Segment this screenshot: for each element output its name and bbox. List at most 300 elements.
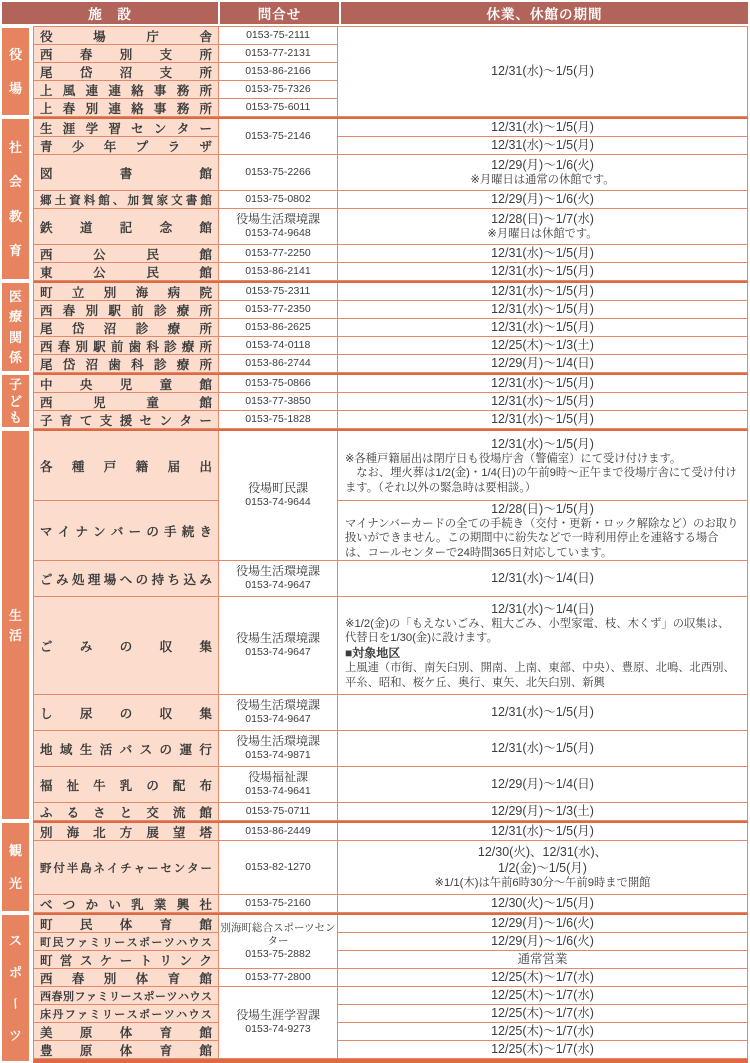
facility-name-char: 沼 — [119, 65, 133, 80]
contact-line: 0153-75-2266 — [245, 165, 311, 178]
closure-period-line: 12/25(木)～1/7(水) — [491, 1024, 594, 1039]
facility-name-char: 童 — [159, 377, 173, 392]
facility-name-char: 館 — [199, 247, 212, 262]
category-char: 育 — [8, 243, 22, 259]
facility-name-char: リ — [109, 990, 120, 1003]
contact-line: 役場生涯学習課 — [235, 1008, 320, 1023]
facility-name-text — [40, 301, 212, 319]
facility-name-char: る — [66, 805, 80, 820]
facility-name-char: 資 — [69, 194, 81, 207]
closure-period-line: 12/29(月)～1/6(火) — [491, 934, 594, 949]
contact-phone — [219, 411, 338, 429]
closure-period-line: 12/29(月)～1/3(土) — [491, 804, 594, 819]
facility-name-char: 町 — [40, 936, 51, 949]
facility-name-char: 公 — [93, 247, 106, 262]
facility-name-char: 方 — [119, 825, 133, 840]
facility-name-char: 春 — [71, 971, 85, 986]
facility-name-char: 育 — [159, 1025, 173, 1040]
facility-name-text — [40, 1006, 212, 1022]
facility-name-char: ポ — [139, 936, 150, 949]
section-table — [33, 373, 748, 429]
facility-name-char: み — [199, 572, 212, 587]
contact-phone — [219, 155, 338, 191]
facility-name-char: 所 — [199, 83, 212, 98]
facility-name-char: 岱 — [62, 357, 76, 372]
facility-name-char: 病 — [167, 285, 181, 300]
closure-period-line: 12/31(水)～1/5(月) — [491, 412, 594, 427]
facility-name — [34, 803, 219, 821]
facility-name-char: ラ — [167, 139, 181, 154]
contact-line: 別海町総合スポーツセンター — [220, 921, 336, 947]
facility-name-char: 立 — [71, 285, 85, 300]
contact-line: 0153-82-1270 — [245, 860, 311, 873]
facility-name — [34, 155, 219, 191]
facility-name-text — [40, 915, 212, 933]
facility-name-char: 西 — [40, 247, 53, 262]
facility-name-char: ミ — [89, 1008, 101, 1021]
category-char: 役 — [8, 47, 22, 63]
closure-period — [338, 841, 748, 895]
facility-name-char: ー — [119, 953, 133, 968]
facility-name-char: ァ — [86, 990, 97, 1003]
facility-name-char: 東 — [40, 265, 53, 280]
closure-period-line: 12/31(水)～1/4(日) — [491, 601, 594, 616]
facility-name-char: 尿 — [79, 706, 93, 721]
facility-name-text — [40, 218, 212, 236]
closure-period-line: 通常営業 — [517, 952, 568, 967]
facility-name-text — [40, 934, 212, 950]
contact-phone — [219, 823, 338, 841]
facility-name-char: 中 — [40, 377, 53, 392]
closure-period-line: 12/29(月)～1/4(日) — [491, 777, 594, 792]
contact-line: 0153-74-0118 — [245, 338, 311, 351]
facility-name-char: バ — [119, 742, 133, 757]
header-facility: 施 設 — [2, 2, 218, 24]
facility-name-char: み — [79, 639, 93, 654]
facility-name-char: ふ — [40, 805, 53, 820]
contact-line: 役場生活環境課 — [235, 212, 320, 227]
facility-name-char: 春 — [57, 339, 71, 354]
closure-period-line: 12/29(月)～1/4(日) — [491, 356, 594, 371]
facility-name-char: ー — [151, 1008, 163, 1021]
closure-period-line: 12/31(水)～1/5(月) — [491, 246, 594, 261]
facility-name-char: 地 — [40, 742, 53, 757]
facility-name-char: 館 — [199, 166, 212, 181]
facility-name-char: と — [119, 805, 133, 820]
contact-line: 0153-86-2449 — [245, 824, 311, 837]
category-char: 観 — [8, 842, 22, 858]
facility-name-text — [40, 319, 212, 337]
contact-phone — [219, 431, 338, 561]
closure-period — [338, 319, 748, 337]
facility-name-char: べ — [40, 897, 53, 912]
facility-name — [34, 337, 219, 355]
facility-name-text — [40, 137, 212, 155]
facility-name-char: ー — [120, 990, 132, 1003]
facility-name — [34, 951, 219, 969]
facility-name-char: 体 — [119, 917, 133, 932]
facility-name-text — [40, 263, 212, 281]
facility-name-char: さ — [93, 805, 106, 820]
facility-name-char: 児 — [93, 395, 106, 410]
facility-name-char: 事 — [153, 83, 167, 98]
facility-name-char: ミ — [97, 990, 109, 1003]
facility-name-text — [40, 988, 212, 1004]
facility-name-char: 海 — [135, 285, 149, 300]
facility-name-char: 事 — [153, 101, 167, 116]
facility-name-char: 育 — [159, 917, 173, 932]
closure-period — [338, 597, 748, 695]
facility-name-char: つ — [62, 897, 76, 912]
category-char: ス — [8, 932, 22, 948]
facility-name-char: ケ — [99, 953, 113, 968]
facility-name-char: き — [199, 524, 212, 539]
facility-name-char: 豊 — [40, 1043, 53, 1058]
facility-name-char: 沼 — [85, 357, 99, 372]
closure-period — [338, 375, 748, 393]
contact-line: 0153-75-2311 — [245, 284, 311, 297]
facility-name-char: 援 — [119, 413, 133, 428]
facility-name-char: 別 — [103, 971, 117, 986]
facility-name-char: 上 — [40, 83, 53, 98]
facility-name-char: 西 — [40, 395, 53, 410]
facility-name — [34, 63, 219, 81]
facility-name-char: 戸 — [103, 459, 117, 474]
closure-period-line: 12/31(水)～1/5(月) — [491, 376, 594, 391]
facility-name-char: ナ — [75, 524, 88, 539]
facility-name-char: 料 — [83, 194, 96, 207]
section-row — [2, 117, 748, 281]
facility-name-char: 診 — [135, 321, 149, 336]
section-row — [2, 281, 748, 373]
closure-period-line: 12/29(月)～1/6(火) — [491, 916, 594, 931]
facility-name-char: 、 — [112, 194, 125, 207]
facility-name — [34, 731, 219, 767]
facility-name-text — [40, 283, 212, 301]
contact-phone — [219, 319, 338, 337]
facility-name-char: 出 — [199, 459, 212, 474]
closure-period-line: 12/31(水)～1/5(月) — [491, 302, 594, 317]
facility-name-char: 沼 — [103, 321, 117, 336]
facility-name — [34, 841, 219, 895]
facility-name-char: 育 — [167, 971, 181, 986]
facility-name-text — [40, 81, 212, 99]
facility-name-char: 集 — [199, 706, 212, 721]
facility-name — [34, 561, 219, 597]
contact-phone — [219, 841, 338, 895]
facility-name-char: 書 — [185, 194, 198, 207]
closure-period-line: ※各種戸籍届出は閉庁日も役場庁舎（警備室）にて受け付けます。 — [345, 452, 682, 465]
facility-name-char: ン — [173, 862, 186, 875]
facility-name-char: 療 — [176, 303, 190, 318]
facility-name-char: イ — [57, 524, 71, 539]
facility-name — [34, 191, 219, 209]
contact-line: 役場福祉課 — [247, 770, 308, 785]
facility-name-char: ン — [159, 413, 173, 428]
contact-phone — [219, 987, 338, 1059]
facility-name-char: プ — [135, 139, 149, 154]
category-label — [2, 119, 29, 279]
contact-phone — [219, 119, 338, 155]
facility-name-char: 科 — [131, 357, 144, 372]
contact-phone — [219, 27, 338, 45]
facility-name-char: イ — [106, 862, 119, 875]
facility-name-char: 町 — [40, 917, 53, 932]
facility-name-char: ク — [199, 953, 212, 968]
facility-name-char: 館 — [199, 971, 212, 986]
contact-line: 0153-75-0802 — [245, 192, 311, 205]
facility-name-char: 行 — [199, 742, 212, 757]
header-contact: 問合せ — [220, 2, 339, 24]
facility-name-char: 手 — [164, 524, 177, 539]
facility-name-char: ー — [114, 936, 126, 949]
facility-name-text — [40, 1023, 212, 1041]
closure-period-line: 12/25(木)～1/7(水) — [491, 1006, 594, 1021]
facility-name-char: 乳 — [119, 778, 133, 793]
closure-period — [338, 431, 748, 501]
facility-name-char: 館 — [199, 805, 212, 820]
facility-name-char: ミ — [89, 936, 101, 949]
facility-name-char: 西 — [40, 971, 53, 986]
closure-period-line: 12/31(水)～1/5(月) — [491, 394, 594, 409]
facility-name-char: 図 — [40, 166, 53, 181]
category-char: 教 — [8, 208, 22, 224]
facility-name-char: 郷 — [40, 194, 52, 207]
facility-name-char: ウ — [189, 990, 201, 1003]
facility-name-char: 別 — [63, 990, 74, 1003]
facility-name — [34, 375, 219, 393]
facility-name-char: ハ — [176, 936, 188, 949]
facility-name-text — [40, 951, 212, 969]
facility-name-char: 館 — [199, 377, 212, 392]
facility-name-char: 生 — [79, 742, 93, 757]
section-table — [33, 281, 748, 373]
facility-name-char: の — [135, 572, 149, 587]
closure-period-line: 12/29(月)～1/6(火) — [491, 192, 594, 207]
closure-period-line: 12/28(日)～1/7(水) — [491, 212, 594, 227]
facility-name-char: 館 — [199, 265, 212, 280]
facility-name-char: ご — [40, 572, 53, 587]
contact-phone — [219, 393, 338, 411]
facility-name-char: 連 — [85, 83, 99, 98]
facility-name-char: 各 — [40, 459, 53, 474]
closure-period — [338, 987, 748, 1005]
facility-name-char: 院 — [199, 285, 212, 300]
facility-name-char: 布 — [199, 778, 212, 793]
facility-name-char: ウ — [188, 1008, 200, 1021]
facility-name-text — [40, 522, 212, 540]
closure-period-line: 12/31(水)～1/5(月) — [491, 138, 594, 153]
category-char: 子 — [8, 377, 22, 393]
facility-name-text — [40, 776, 212, 794]
facility-name-char: 歯 — [108, 357, 121, 372]
facility-name-char: 処 — [71, 572, 85, 587]
table-header-row — [2, 2, 748, 24]
category-char: 生 — [8, 607, 22, 623]
contact-phone — [219, 969, 338, 987]
facility-name — [34, 501, 219, 561]
facility-name — [34, 1005, 219, 1023]
facility-name-char: 児 — [119, 377, 133, 392]
closure-period — [338, 137, 748, 155]
facility-name-char: 務 — [176, 101, 190, 116]
closure-period — [338, 119, 748, 137]
facility-name-char: 念 — [159, 220, 173, 235]
facility-name — [34, 411, 219, 429]
facility-name-char: 務 — [176, 83, 190, 98]
closure-period-line: 12/31(水)～1/5(月) — [491, 264, 594, 279]
facility-name-char: 体 — [135, 971, 149, 986]
facility-name-char: 美 — [40, 1025, 53, 1040]
contact-line: 0153-75-6011 — [245, 100, 311, 113]
facility-name-char: 館 — [199, 220, 212, 235]
facility-name-char: 民 — [52, 936, 64, 949]
facility-name-char: ー — [114, 1008, 126, 1021]
closure-period-line: 12/31(水)～1/5(月) — [491, 436, 594, 451]
facility-name-text — [40, 740, 212, 758]
facility-name — [34, 767, 219, 803]
facility-name-char: 役 — [40, 29, 53, 44]
facility-name-char: 営 — [59, 953, 73, 968]
facility-name — [34, 1023, 219, 1041]
facility-name-char: 春 — [62, 101, 76, 116]
category-label — [2, 375, 29, 427]
contact-phone — [219, 915, 338, 969]
facility-name-char: 別 — [85, 101, 99, 116]
contact-phone — [219, 561, 338, 597]
facility-name-char: ハ — [178, 990, 189, 1003]
facility-name-char: ン — [153, 121, 167, 136]
contact-line: 0153-74-9644 — [245, 496, 311, 509]
contact-line: 0153-77-2800 — [245, 970, 311, 983]
contact-phone — [219, 99, 338, 117]
closure-period-line: ※1/1(木)は午前6時30分～午前9時まで開館 — [434, 877, 651, 890]
facility-name-char: 牛 — [93, 778, 106, 793]
facility-name-char: ン — [93, 524, 106, 539]
category-char: ポ — [8, 964, 22, 980]
facility-name-char: フ — [74, 990, 86, 1003]
facility-name-text — [40, 27, 212, 45]
facility-name-text — [40, 375, 212, 393]
facility-name-char: ス — [126, 936, 138, 949]
facility-name-char: 生 — [40, 121, 53, 136]
facility-name — [34, 45, 219, 63]
closure-table-body — [2, 26, 748, 1063]
facility-name-text — [40, 823, 212, 841]
closure-period — [338, 803, 748, 821]
facility-name-char: ツ — [166, 990, 178, 1003]
facility-name-char: ス — [201, 990, 212, 1003]
facility-name-char: マ — [40, 524, 53, 539]
facility-name — [34, 301, 219, 319]
facility-name-char: 青 — [40, 139, 53, 154]
closure-period-line: 12/25(木)～1/7(水) — [491, 988, 594, 1003]
contact-phone — [219, 191, 338, 209]
contact-line: 0153-86-2166 — [245, 64, 311, 77]
closure-period-line: 12/28(日)～1/5(月) — [491, 501, 594, 516]
facility-name-char: 興 — [176, 897, 190, 912]
facility-name-char: 業 — [153, 897, 167, 912]
facility-name-char: 春 — [79, 47, 93, 62]
facility-name-char: セ — [131, 121, 144, 136]
contact-phone — [219, 63, 338, 81]
facility-name-char: 庁 — [146, 29, 159, 44]
contact-phone — [219, 337, 338, 355]
contact-line: 0153-75-0866 — [245, 376, 311, 389]
contact-line: 0153-77-3850 — [245, 394, 311, 407]
facility-name-char: 別 — [103, 285, 117, 300]
facility-name-text — [40, 99, 212, 117]
closure-period-line: なお、埋火葬は1/2(金)・1/4(日)の午前9時～正午まで役場庁舎にて受け付けます。（それ以外の緊急時は要相談。） — [345, 467, 737, 494]
facility-name-char: 持 — [151, 572, 165, 587]
facility-name-char: 床 — [40, 1008, 51, 1021]
facility-name-char: ポ — [139, 1008, 150, 1021]
facility-name-char: ー — [199, 413, 212, 428]
facility-name-char: 込 — [183, 572, 196, 587]
facility-name — [34, 355, 219, 373]
section-table — [33, 913, 748, 1063]
facility-name-char: ー — [128, 524, 142, 539]
contact-line: 0153-74-9648 — [245, 227, 311, 240]
facility-name-char: 駅 — [108, 303, 121, 318]
facility-name-text — [40, 164, 212, 182]
closure-period-line: 12/31(水)～1/5(月) — [491, 705, 594, 720]
category-char: 療 — [8, 309, 22, 325]
contact-phone — [219, 731, 338, 767]
facility-name-char: 西 — [40, 303, 53, 318]
contact-line: 0153-75-2111 — [246, 28, 310, 41]
category-char: 社 — [8, 139, 22, 155]
closure-period-line: 12/30(火)～1/5(月) — [491, 896, 594, 911]
facility-name-char: 別 — [40, 825, 53, 840]
facility-name-char: 療 — [167, 321, 181, 336]
facility-name-char: 展 — [146, 825, 159, 840]
facility-name-char: 流 — [172, 805, 186, 820]
facility-name-char: ネ — [93, 862, 105, 875]
contact-phone — [219, 301, 338, 319]
facility-name-char: 館 — [199, 395, 212, 410]
facility-name-char: 届 — [167, 459, 181, 474]
facility-name-text — [40, 192, 212, 208]
facility-name-char: セ — [160, 862, 172, 875]
facility-name-char: 館 — [200, 194, 212, 207]
facility-name-char: 福 — [40, 778, 53, 793]
facility-name-char: 種 — [71, 459, 85, 474]
contact-line: 0153-74-9641 — [245, 785, 311, 798]
facility-name-char: し — [40, 706, 53, 721]
contact-phone — [219, 209, 338, 245]
closure-period — [338, 355, 748, 373]
facility-name-char: 鉄 — [40, 220, 53, 235]
facility-name-char: セ — [139, 413, 153, 428]
facility-name — [34, 263, 219, 281]
facility-name-text — [40, 337, 212, 355]
facility-name-char: 療 — [176, 357, 190, 372]
closure-period — [338, 393, 748, 411]
contact-phone — [219, 803, 338, 821]
facility-name-char: 舎 — [199, 29, 212, 44]
facility-name-char: 場 — [93, 29, 106, 44]
facility-name-char: 前 — [110, 339, 124, 354]
facility-name-char: 西 — [40, 990, 51, 1003]
facility-name-char: 診 — [164, 339, 177, 354]
facility-name-char: 半 — [66, 862, 79, 875]
closure-period — [338, 969, 748, 987]
facility-name-char: 支 — [159, 47, 173, 62]
facility-name-char: 西 — [40, 47, 53, 62]
facility-name-char: 土 — [54, 194, 67, 207]
facility-name — [34, 319, 219, 337]
